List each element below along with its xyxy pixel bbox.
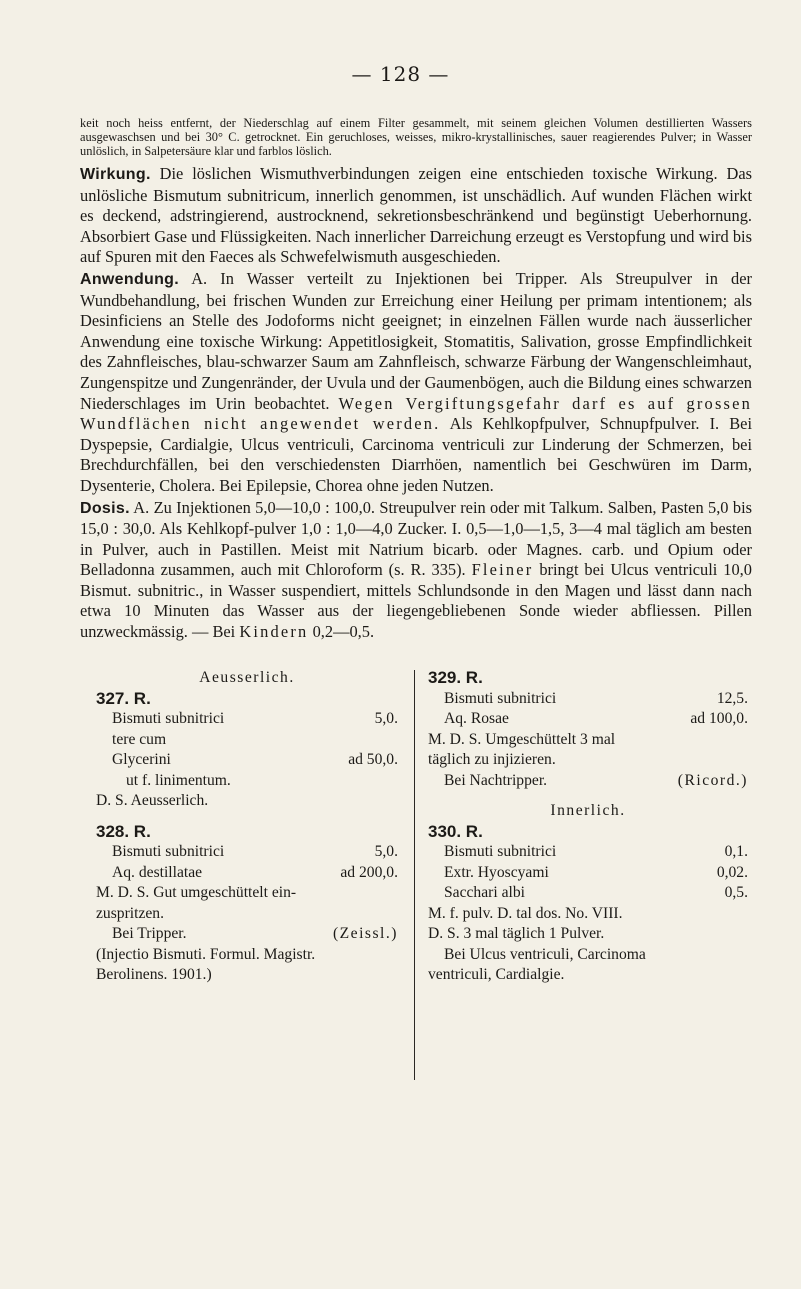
recipe-328-line-2 [96, 863, 398, 884]
indication: Bei Tripper. [112, 925, 187, 942]
section-innerlich: Innerlich. [550, 802, 626, 819]
recipe-330-line-2 [428, 863, 748, 884]
recipe-328-line-5 [96, 924, 398, 945]
left-column [96, 668, 398, 986]
anwendung-text-1: A. In Wasser verteilt zu Injektionen bei Tripper. Als Streupulver in der Wundbehandlung, bei frischen Wunden zur Erreichung einer Heilung per primam intentionem; als Desinficiens an Stelle des Jodoforms nicht geeignet; in einzelnen Fällen wurde nach äusserlicher Anwendung eine toxische Wirkung: Appetitlosigkeit, Stomatitis, Salivation, grosse Empfindlichkeit des Zahnfleisches, blau-schwarzer Saum am Zahnfleisch, schwarze Färbung der Wangenschleimhaut, Zungenspitze und Zungenränder, der Uvula und der Gaumenbögen, auch die Bildung eines schwarzen Niederschlages im Urin beobachtet. [80, 268, 752, 413]
ingredient-name: Glycerini [112, 751, 171, 768]
recipe-330-line-1 [428, 842, 748, 863]
dosis-kindern: Kindern [239, 622, 309, 642]
recipe-330-line-5: D. S. 3 mal täglich 1 Pulver. [428, 925, 605, 942]
page-number: — 128 — [351, 62, 450, 86]
recipe-328-line-1 [96, 842, 398, 863]
ingredient-amount: ad 50,0. [348, 751, 398, 768]
wirkung-paragraph [80, 164, 752, 268]
recipe-328-line-7: Berolinens. 1901.) [96, 966, 212, 983]
recipe-329-line-5 [428, 771, 748, 792]
ingredient-amount: 0,1. [724, 843, 748, 860]
ingredient-amount: 0,02. [716, 863, 748, 881]
wirkung-heading: Wirkung. [80, 166, 151, 183]
ingredient-name: Extr. Hyoscyami [444, 863, 549, 881]
dosis-fleiner: Fleiner [471, 560, 534, 580]
recipe-327-number: 327. R. [96, 688, 151, 708]
dosis-text-1: A. Zu Injektionen 5,0—10,0 : 100,0. Streupulver rein oder mit Talkum. Salben, Pasten 5,0 bis 15,0 : 30,0. Als Kehlkopf-pulver 1,0 : 1,0—4,0 Zucker. I. 0,5—1,0—1,5, 3—4 mal täglich am besten in Pulver, auch in Pastillen. Meist mit Natrium bicarb. oder Magnes. carb. und Opium oder Belladonna zusammen, auch mit Chloroform (s. R. 335). [80, 497, 752, 580]
dosis-heading: Dosis. [80, 499, 130, 517]
recipe-327-line-1 [96, 709, 398, 730]
ingredient-name: Bismuti subnitrici [444, 843, 557, 860]
column-divider [414, 670, 415, 1080]
recipe-328-number: 328. R. [96, 821, 151, 841]
recipe-329-line-2 [428, 709, 748, 730]
recipe-327-line-3 [96, 750, 398, 771]
recipe-329-number: 329. R. [428, 668, 483, 687]
right-column [428, 668, 748, 986]
ingredient-name: Bismuti subnitrici [444, 689, 557, 707]
recipe-329-line-1 [428, 689, 748, 710]
wirkung-text: Die löslichen Wismuthverbindungen zeigen eine entschieden toxische Wirkung. Das unlösliche Bismutum subnitricum, innerlich genommen, ist unschädlich. Auf wunden Flächen wirkt es deckend, adstringierend, austrocknend, sekretionsbeschränkend und begünstigt Ueberhornung. Absorbiert Gase und Flüssigkeiten. Nach innerlicher Darreichung erzeugt es Verstopfung und wird bis auf Spuren mit den Faeces als Schwefelwismuth ausgeschieden. [80, 164, 752, 267]
ingredient-amount: 12,5. [716, 689, 748, 707]
indication: Bei Nachtripper. [444, 771, 548, 789]
author-reference: (Ricord.) [677, 771, 748, 789]
recipe-330-line-6: Bei Ulcus ventriculi, Carcinoma [444, 945, 646, 963]
ingredient-amount: 0,5. [724, 884, 748, 901]
anwendung-heading: Anwendung. [80, 270, 179, 288]
recipe-329-line-4: täglich zu injizieren. [428, 751, 556, 768]
recipe-327-line-4: ut f. linimentum. [126, 771, 231, 789]
recipe-328-line-4: zuspritzen. [96, 904, 164, 922]
ingredient-name: Aq. Rosae [444, 710, 509, 727]
anwendung-text-2: Als Kehlkopfpulver, Schnupfpulver. I. Bei Dyspepsie, Cardialgie, Ulcus ventriculi, Carcinoma ventriculi zur Linderung der Schmerzen, bei Brechdurchfällen, bei den verschiedensten Diarrhöen, namentlich bei Geschwüren im Darm, Dysenterie, Cholera. Bei Epilepsie, Chorea ohne jeden Nutzen. [80, 414, 752, 495]
dosis-text-3: 0,2—0,5. [312, 622, 375, 642]
ingredient-amount: ad 200,0. [340, 863, 398, 881]
ingredient-name: Aq. destillatae [112, 863, 203, 881]
recipe-327-line-5: D. S. Aeusserlich. [96, 792, 209, 809]
author-reference: (Zeissl.) [332, 925, 398, 942]
recipe-328-line-6: (Injectio Bismuti. Formul. Magistr. [96, 945, 316, 963]
recipe-329-line-3: M. D. S. Umgeschüttelt 3 mal [428, 730, 616, 748]
intro-paragraph: keit noch heiss entfernt, der Niederschlag auf einem Filter gesammelt, mit seinem gleichen Volumen destillierten Wassers ausgewaschsen und bei 30° C. getrocknet. Ein geruchloses, weisses, mikro-krystallinisches, sauer reagierendes Pulver; in Wasser unlöslich, in Salpetersäure klar und farblos löslich. [80, 116, 752, 158]
ingredient-amount: 5,0. [374, 710, 398, 727]
ingredient-amount: 5,0. [374, 843, 398, 860]
anwendung-paragraph [80, 269, 752, 497]
ingredient-name: Sacchari albi [444, 884, 525, 901]
ingredient-name: Bismuti subnitrici [112, 710, 225, 727]
recipe-330-number: 330. R. [428, 821, 483, 841]
dosis-text-2: bringt bei Ulcus ventriculi 10,0 Bismut. subnitric., in Wasser suspendiert, mittels Schlundsonde in den Magen und lässt dann nach etwa 10 Minuten das Wasser aus der liegengebliebenen Sonde wieder abfliessen. Pillen unzweckmässig. — Bei [80, 560, 752, 642]
recipe-330-line-3 [428, 883, 748, 904]
anwendung-warning: Wegen Vergiftungsgefahr darf es auf grossen Wundflächen nicht angewendet werden. [80, 393, 752, 434]
ingredient-amount: ad 100,0. [690, 710, 748, 727]
section-aeusserlich: Aeusserlich. [199, 669, 295, 686]
recipe-330-line-7: ventriculi, Cardialgie. [428, 966, 565, 983]
dosis-paragraph [80, 498, 752, 643]
recipe-328-line-3: M. D. S. Gut umgeschüttelt ein- [96, 884, 297, 901]
recipe-330-line-4: M. f. pulv. D. tal dos. No. VIII. [428, 904, 623, 922]
main-text [80, 164, 752, 643]
ingredient-name: Bismuti subnitrici [112, 843, 225, 860]
recipe-327-line-2: tere cum [112, 730, 167, 748]
